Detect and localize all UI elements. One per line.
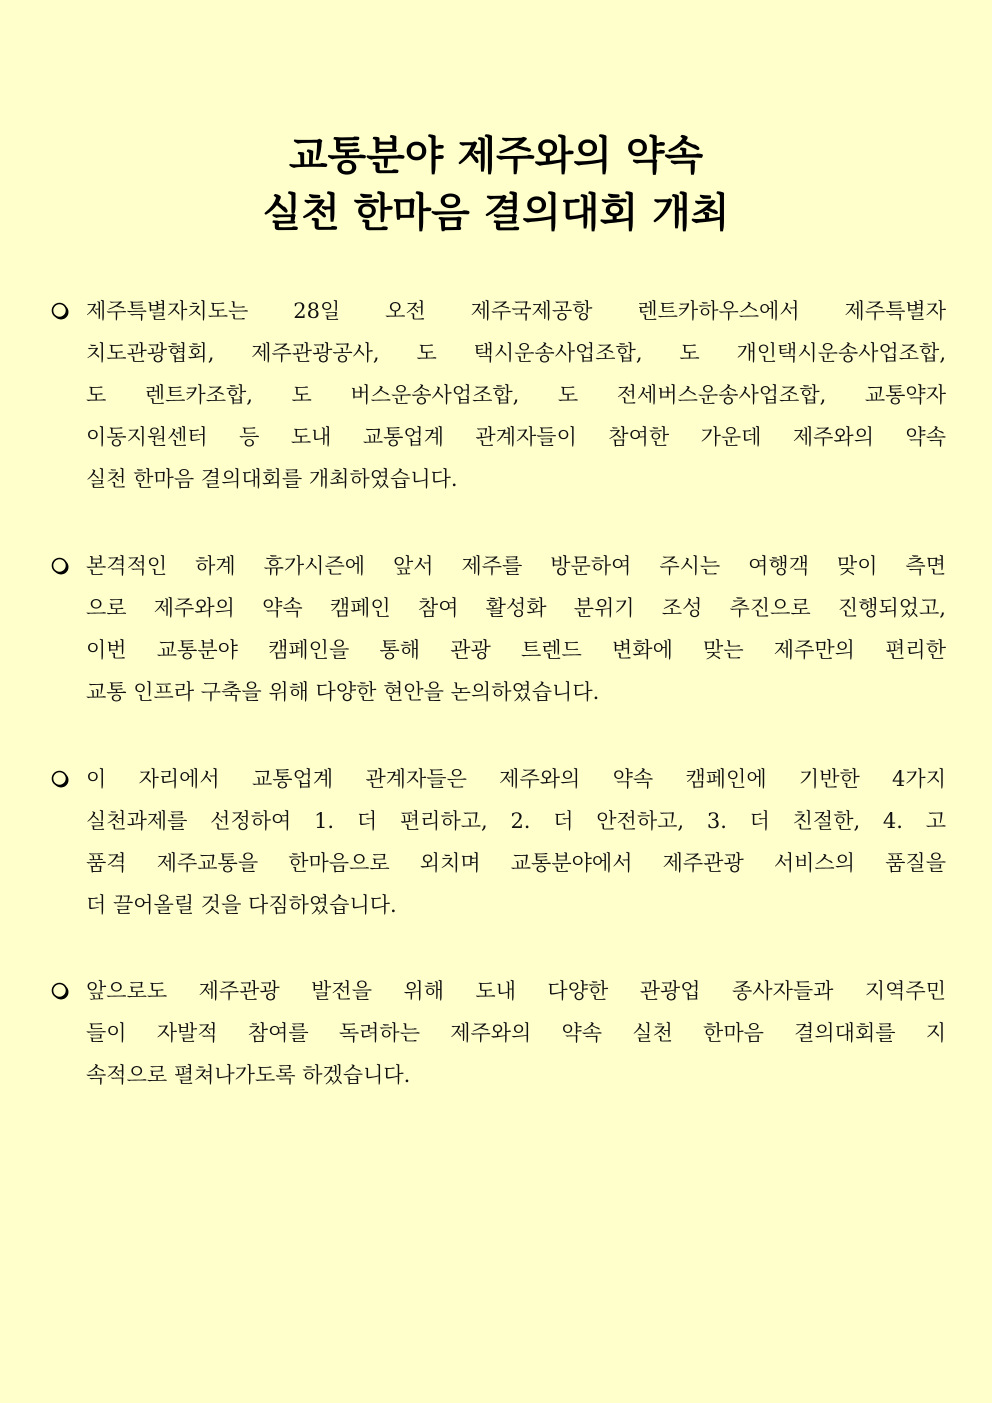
paragraph-line: 도 렌트카조합, 도 버스운송사업조합, 도 전세버스운송사업조합, 교통약자 bbox=[86, 383, 946, 407]
paragraph-2 bbox=[46, 545, 946, 713]
paragraph-line: 제주특별자치도는 28일 오전 제주국제공항 렌트카하우스에서 제주특별자 bbox=[86, 299, 946, 323]
paragraph-line: 으로 제주와의 약속 캠페인 참여 활성화 분위기 조성 추진으로 진행되었고, bbox=[86, 596, 946, 620]
paragraph-line: 이동지원센터 등 도내 교통업계 관계자들이 참여한 가운데 제주와의 약속 bbox=[86, 425, 946, 449]
document-title bbox=[0, 128, 992, 242]
title-line-2: 실천 한마음 결의대회 개최 bbox=[262, 190, 730, 236]
title-line-1: 교통분야 제주와의 약속 bbox=[288, 133, 704, 179]
paragraph-line: 실천 한마음 결의대회를 개최하였습니다. bbox=[86, 467, 458, 491]
paragraph-line: 들이 자발적 참여를 독려하는 제주와의 약속 실천 한마음 결의대회를 지 bbox=[86, 1021, 946, 1045]
paragraph-line: 이 자리에서 교통업계 관계자들은 제주와의 약속 캠페인에 기반한 4가지 bbox=[86, 767, 946, 791]
paragraph-4 bbox=[46, 970, 946, 1096]
paragraph-line: 교통 인프라 구축을 위해 다양한 현안을 논의하였습니다. bbox=[86, 680, 600, 704]
paragraph-line: 치도관광협회, 제주관광공사, 도 택시운송사업조합, 도 개인택시운송사업조합, bbox=[86, 341, 946, 365]
paragraph-line: 앞으로도 제주관광 발전을 위해 도내 다양한 관광업 종사자들과 지역주민 bbox=[86, 979, 946, 1003]
paragraph-line: 이번 교통분야 캠페인을 통해 관광 트렌드 변화에 맞는 제주만의 편리한 bbox=[86, 638, 946, 662]
paragraph-line: 속적으로 펼쳐나가도록 하겠습니다. bbox=[86, 1063, 411, 1087]
paragraph-3 bbox=[46, 758, 946, 926]
paragraph-line: 실천과제를 선정하여 1. 더 편리하고, 2. 더 안전하고, 3. 더 친절한, 4. 고 bbox=[86, 809, 946, 833]
paragraph-line: 본격적인 하계 휴가시즌에 앞서 제주를 방문하여 주시는 여행객 맞이 측면 bbox=[86, 554, 946, 578]
paragraph-line: 더 끌어올릴 것을 다짐하였습니다. bbox=[86, 893, 397, 917]
paragraph-line: 품격 제주교통을 한마음으로 외치며 교통분야에서 제주관광 서비스의 품질을 bbox=[86, 851, 946, 875]
paragraph-1 bbox=[46, 290, 946, 500]
